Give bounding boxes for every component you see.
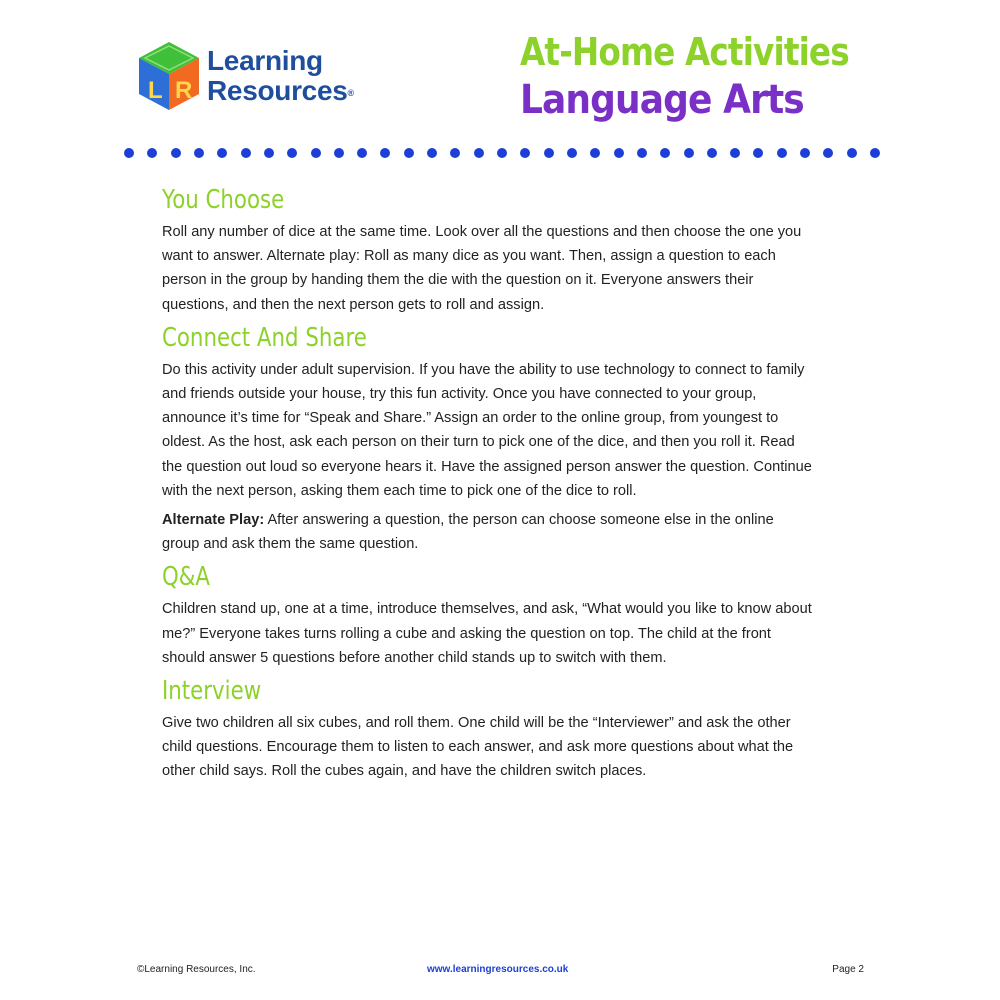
divider-dot [870, 148, 880, 158]
divider-dot [474, 148, 484, 158]
divider-dot [404, 148, 414, 158]
registered-mark: ® [347, 88, 354, 98]
divider-dot [567, 148, 577, 158]
section-paragraph: Give two children all six cubes, and roll them. One child will be the “Interviewer” and ask the other child questions. Encourage them to listen to each answer, and ask more questions about what the other child says. Roll the cubes again, and have the children switch places. [162, 715, 794, 780]
divider-dot [241, 148, 251, 158]
divider-dot [823, 148, 833, 158]
divider-dot [637, 148, 647, 158]
divider-dot [520, 148, 530, 158]
section-paragraph: Children stand up, one at a time, introduce themselves, and ask, “What would you like to know about me?” Everyone takes turns rolling a cube and asking the question on top. The child at the front should answer 5 questions before another child stands up to switch with them. [162, 601, 812, 666]
divider-dot [287, 148, 297, 158]
main-content [162, 184, 812, 789]
divider-dot [124, 148, 134, 158]
alternate-play-text: After answering a question, the person can choose someone else in the online group and ask them the same question. [162, 512, 774, 553]
logo-cube-letter-r: R [175, 77, 193, 104]
divider-dot [147, 148, 157, 158]
logo-cube-icon [137, 40, 201, 112]
footer-url-link[interactable]: www.learningresources.co.uk [427, 964, 569, 975]
section-paragraph: Do this activity under adult supervision. If you have the ability to use technology to connect to family and friends outside your house, try this fun activity. Once you have connected to your group, announce it’s time for “Speak and Share.” Assign an order to the online group, from youngest to oldest. As the host, ask each person on their turn to pick one of the dice, and then you roll it. Read the question out loud so everyone hears it. Have the assigned person answer the question. Continue with the next person, asking them each time to pick one of the dice to roll. [162, 361, 812, 499]
divider-dot [847, 148, 857, 158]
logo-line-1: Learning [207, 45, 323, 76]
divider-dot [194, 148, 204, 158]
divider-dot [660, 148, 670, 158]
divider-dot [497, 148, 507, 158]
divider-dot [217, 148, 227, 158]
divider-dot [380, 148, 390, 158]
dotted-divider [124, 148, 880, 158]
divider-dot [753, 148, 763, 158]
page-header [520, 28, 850, 124]
section-paragraph: Roll any number of dice at the same time. Look over all the questions and then choose the one you want to answer. Alternate play: Roll as many dice as you want. Then, assign a question to each person in the group by handing them the die with the question on it. Everyone answers their questions, and then the next person gets to roll and assign. [162, 224, 802, 313]
logo-wordmark [207, 46, 354, 106]
divider-dot [427, 148, 437, 158]
logo-line-2 [207, 76, 354, 106]
learning-resources-logo [137, 40, 377, 112]
alternate-play-label: Alternate Play: [162, 512, 265, 529]
section-heading-qa: Q&A [162, 562, 210, 593]
divider-dot [264, 148, 274, 158]
alternate-play-paragraph [162, 508, 812, 556]
divider-dot [684, 148, 694, 158]
footer-page-number: Page 2 [832, 964, 864, 975]
divider-dot [707, 148, 717, 158]
divider-dot [171, 148, 181, 158]
section-heading-connect-and-share: Connect And Share [162, 322, 367, 353]
divider-dot [800, 148, 810, 158]
divider-dot [590, 148, 600, 158]
footer-copyright: ©Learning Resources, Inc. [137, 964, 256, 975]
divider-dot [357, 148, 367, 158]
section-heading-interview: Interview [162, 676, 262, 707]
divider-dot [544, 148, 554, 158]
section-heading-you-choose: You Choose [162, 185, 285, 215]
divider-dot [614, 148, 624, 158]
logo-line-2-text: Resources [207, 75, 348, 106]
divider-dot [334, 148, 344, 158]
divider-dot [450, 148, 460, 158]
page-title: Language Arts [520, 77, 804, 123]
header-subtitle: At-Home Activities [520, 30, 849, 74]
divider-dot [777, 148, 787, 158]
logo-cube-letter-l: L [148, 77, 163, 104]
divider-dot [311, 148, 321, 158]
divider-dot [730, 148, 740, 158]
